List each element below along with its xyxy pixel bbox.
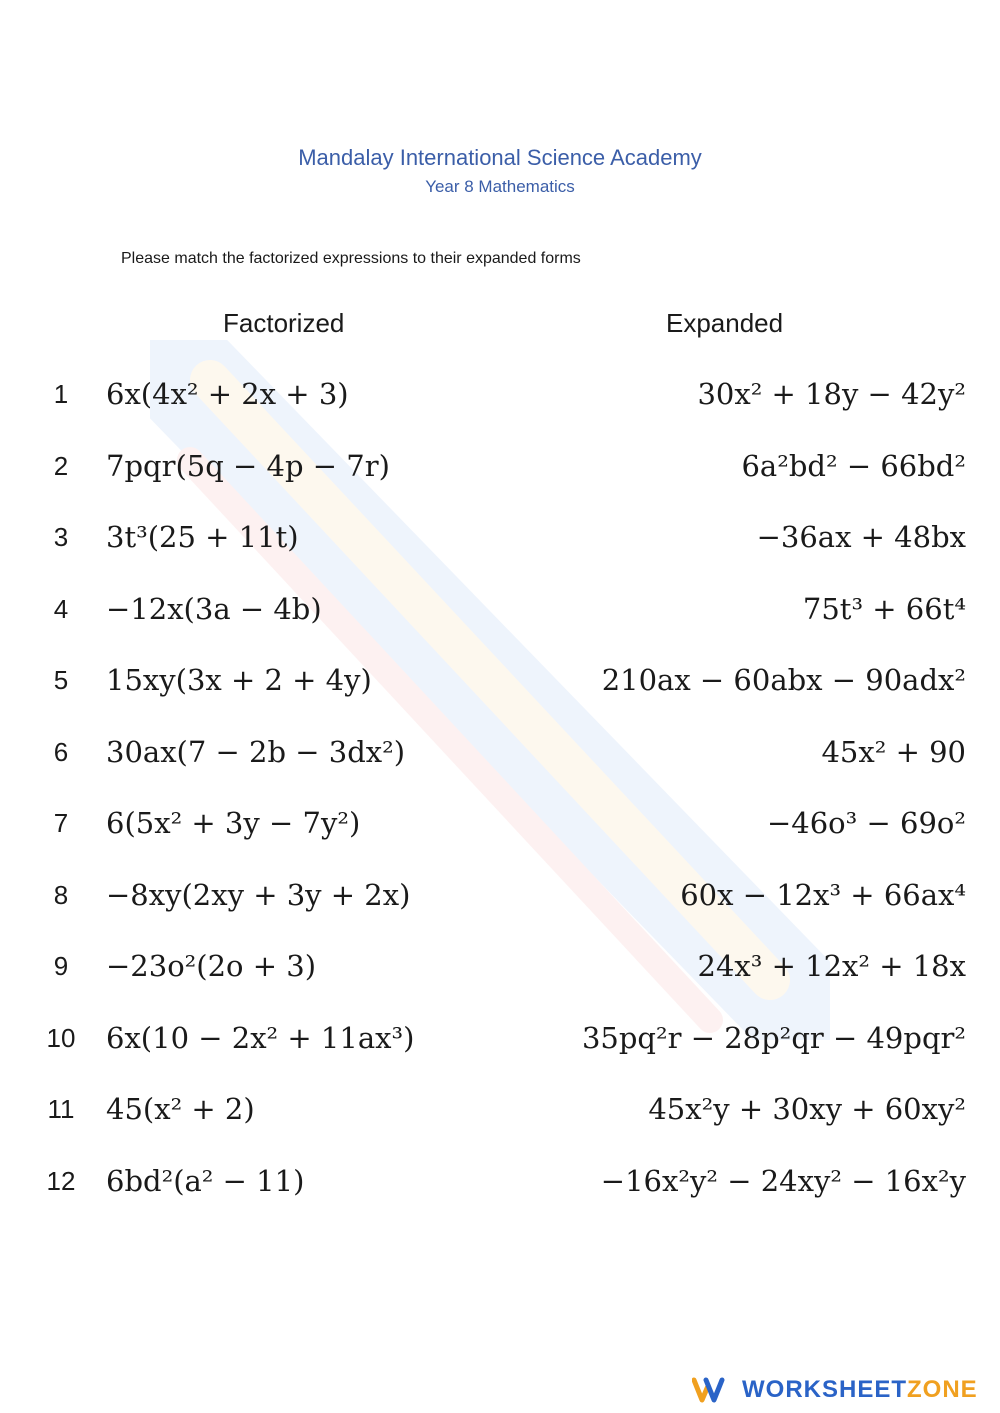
match-row	[0, 1076, 1000, 1148]
logo-text-worksheet: WORKSHEET	[742, 1376, 907, 1403]
worksheetzone-w-icon	[692, 1377, 732, 1403]
match-rows	[0, 361, 1000, 1219]
match-row	[0, 1005, 1000, 1077]
match-row	[0, 433, 1000, 505]
row-number: 5	[53, 665, 69, 695]
match-row	[0, 1148, 1000, 1220]
expanded-expression: 75t³ + 66t⁴	[802, 591, 966, 626]
factorized-expression: 7pqr(5q − 4p − 7r)	[106, 448, 390, 483]
factorized-expression: −8xy(2xy + 3y + 2x)	[106, 877, 411, 912]
row-number: 8	[53, 879, 69, 910]
expanded-expression: 24x³ + 12x² + 18x	[697, 949, 966, 983]
factorized-expression: 6x(10 − 2x² + 11ax³)	[106, 1020, 415, 1055]
match-row	[0, 361, 1000, 433]
match-row	[0, 719, 1000, 791]
match-row	[0, 504, 1000, 576]
row-number: 12	[46, 1165, 76, 1196]
factorized-expression: 45(x² + 2)	[106, 1092, 255, 1126]
instruction-text: Please match the factorized expressions to their expanded forms	[121, 250, 581, 267]
match-row	[0, 576, 1000, 648]
expanded-expression: −16x²y² − 24xy² − 16x²y	[600, 1163, 966, 1198]
header	[0, 143, 1000, 199]
factorized-expression: 6(5x² + 3y − 7y²)	[106, 806, 361, 840]
factorized-expression: 6bd²(a² − 11)	[106, 1163, 305, 1198]
row-number: 7	[53, 808, 69, 838]
factorized-expression: −12x(3a − 4b)	[106, 591, 322, 626]
column-header-expanded: Expanded	[666, 308, 784, 338]
row-number: 6	[53, 736, 69, 767]
expanded-expression: 35pq²r − 28p²qr − 49pqr²	[581, 1020, 966, 1055]
worksheetzone-logo	[692, 1376, 978, 1404]
logo-text-zone: ZONE	[907, 1376, 978, 1403]
factorized-expression: 30ax(7 − 2b − 3dx²)	[106, 734, 406, 769]
column-header-factorized: Factorized	[223, 308, 345, 338]
expanded-expression: 30x² + 18y − 42y²	[697, 377, 966, 411]
school-name: Mandalay International Science Academy	[298, 145, 702, 170]
expanded-expression: 6a²bd² − 66bd²	[741, 448, 966, 483]
match-row	[0, 790, 1000, 862]
row-number: 9	[53, 951, 69, 981]
match-row	[0, 933, 1000, 1005]
row-number: 2	[53, 450, 69, 481]
row-number: 3	[53, 522, 69, 552]
expanded-expression: −36ax + 48bx	[756, 520, 966, 554]
match-row	[0, 862, 1000, 934]
expanded-expression: 210ax − 60abx − 90adx²	[601, 663, 966, 697]
row-number: 1	[53, 379, 69, 409]
row-number: 10	[46, 1022, 76, 1053]
row-number: 11	[47, 1094, 75, 1124]
factorized-expression: −23o²(2o + 3)	[106, 949, 317, 983]
factorized-expression: 15xy(3x + 2 + 4y)	[106, 663, 372, 697]
expanded-expression: 45x² + 90	[821, 734, 966, 769]
factorized-expression: 6x(4x² + 2x + 3)	[106, 377, 349, 411]
expanded-expression: 45x²y + 30xy + 60xy²	[648, 1092, 966, 1126]
expanded-expression: 60x − 12x³ + 66ax⁴	[680, 877, 966, 912]
factorized-expression: 3t³(25 + 11t)	[106, 520, 299, 554]
subject-title: Year 8 Mathematics	[425, 177, 575, 196]
expanded-expression: −46o³ − 69o²	[766, 806, 966, 840]
row-number: 4	[53, 593, 69, 624]
match-row	[0, 647, 1000, 719]
